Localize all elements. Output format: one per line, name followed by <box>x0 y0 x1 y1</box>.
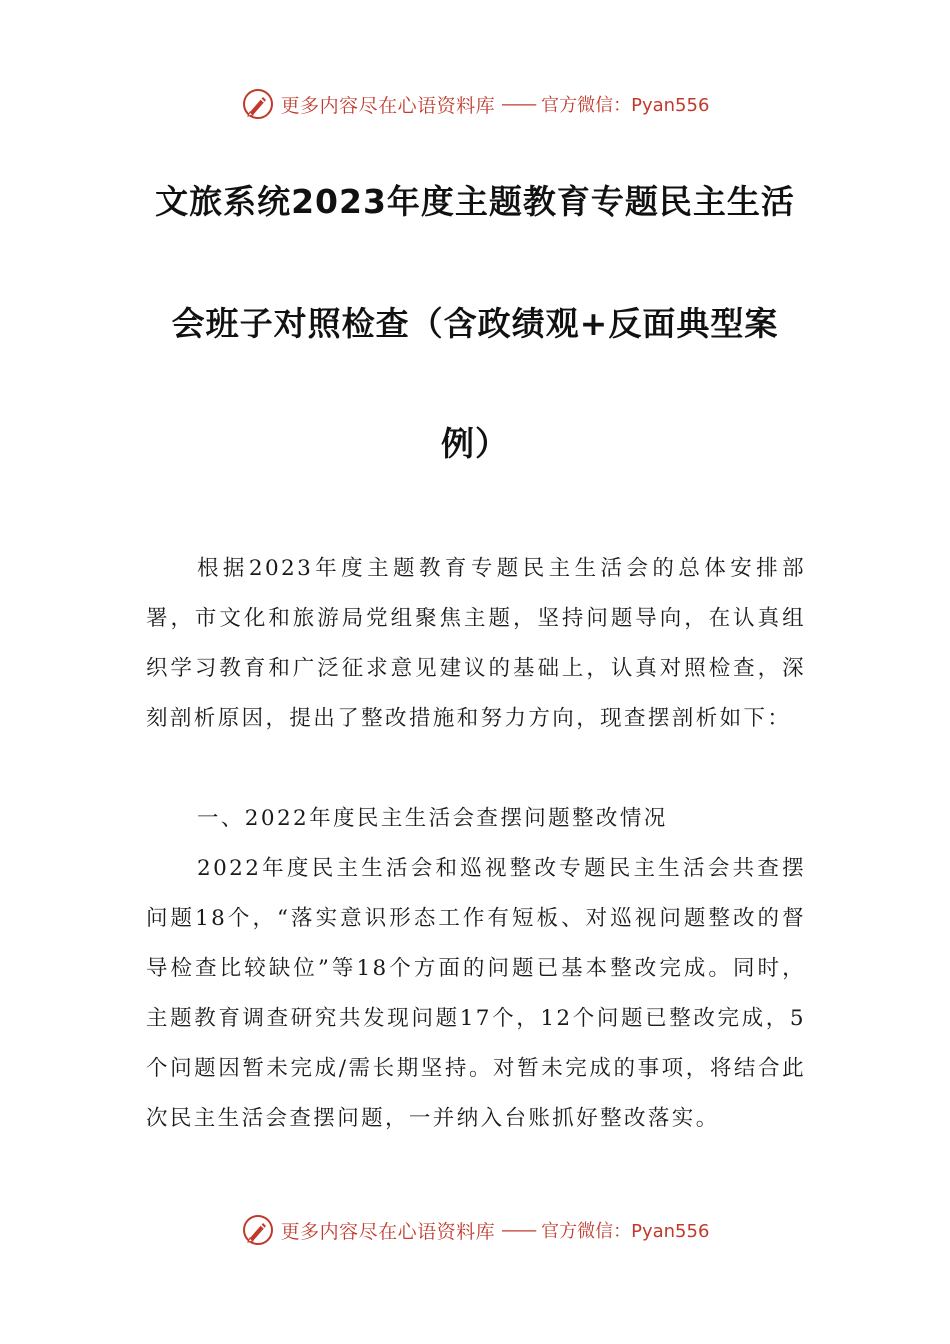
watermark-contact: 官方微信：Pyan556 <box>541 95 710 116</box>
watermark-contact: 官方微信：Pyan556 <box>541 1221 710 1242</box>
document-title-line-3: 例） <box>441 424 509 463</box>
document-title-line-2: 会班子对照检查（含政绩观+反面典型案 <box>171 304 779 343</box>
watermark-text: 更多内容尽在心语资料库 <box>280 94 496 117</box>
watermark-dash: —— <box>501 1219 536 1241</box>
watermark-footer <box>0 1210 950 1250</box>
watermark-dash: —— <box>501 93 536 115</box>
watermark-header <box>0 84 950 124</box>
body-paragraph-intro: 根据2023年度主题教育专题民主生活会的总体安排部署，市文化和旅游局党组聚焦主题，坚持问题导向，在认真组织学习教育和广泛征求意见建议的基础上，认真对照检查，深刻剖析原因，提出了整改措施和努力方向，现查摆剖析如下： <box>146 556 806 731</box>
pen-logo-icon <box>241 87 275 121</box>
section-heading-1: 一、2022年度民主生活会查摆问题整改情况 <box>197 806 668 831</box>
document-title-line-1: 文旅系统2023年度主题教育专题民主生活 <box>155 182 795 221</box>
body-paragraph-rectification: 2022年度民主生活会和巡视整改专题民主生活会共查摆问题18个，“落实意识形态工作有短板、对巡视问题整改的督导检查比较缺位”等18个方面的问题已基本整改完成。同时，主题教育调查研究共发现问题17个，12个问题已整改完成，5个问题因暂未完成/需长期坚持。对暂未完成的事项，将结合此次民主生活会查摆问题，一并纳入台账抓好整改落实。 <box>146 856 806 1131</box>
pen-logo-icon <box>241 1213 275 1247</box>
watermark-text: 更多内容尽在心语资料库 <box>280 1220 496 1243</box>
